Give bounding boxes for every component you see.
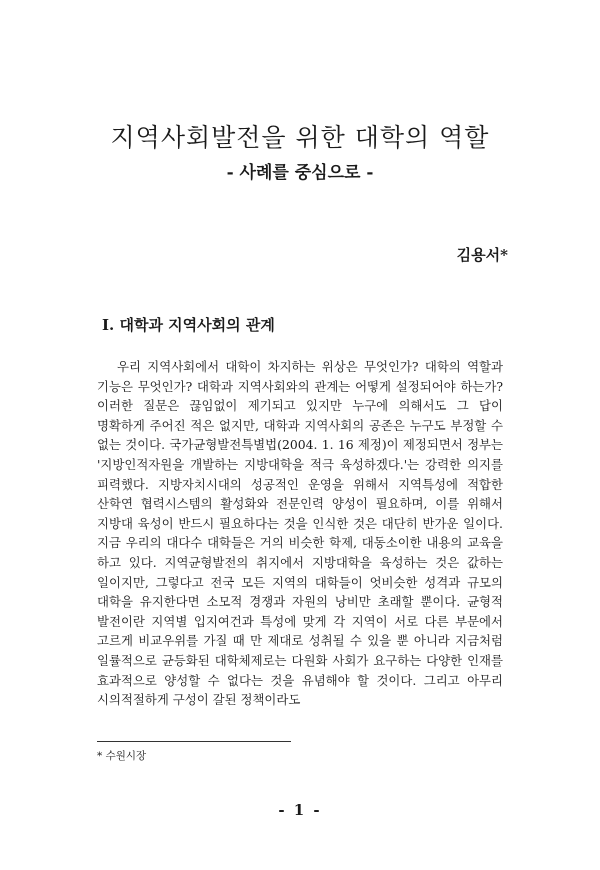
page-number: - 1 - (278, 801, 322, 819)
page-subtitle: - 사례를 중심으로 - (226, 163, 374, 183)
section-heading: Ⅰ. 대학과 지역사회의 관계 (102, 316, 275, 334)
author-name: 김용서* (456, 246, 508, 264)
footnote-divider (97, 741, 291, 742)
body-paragraph: 우리 지역사회에서 대학이 차지하는 위상은 무엇인가? 대학의 역할과 기능은 무엇인가? 대학과 지역사회와의 관계는 어떻게 설정되어야 하는가? 이러한 질문은 끊임없이 제기되고 있지만 누구에 의해서도 그 답이 명확하게 주어진 적은 없지만, 대학과 지역사회의 공존은 누구도 부정할 수 없는 것이다. 국가균형발전특별법(2004. 1. 16 제정)이 제정되면서 정부는 '지방인적자원을 개발하는 지방대학을 적극 육성하겠다.'는 강력한 의지를 피력했다. 지방자치시대의 성공적인 운영을 위해서 지역특성에 적합한 산학연 협력시스템의 활성화와 전문인력 양성이 필요하며, 이를 위해서 지방대 육성이 반드시 필요하다는 것을 인식한 것은 대단히 반가운 일이다. 지금 우리의 대다수 대학들은 거의 비슷한 학제, 대동소이한 내용의 교육을 하고 있다. 지역균형발전의 취지에서 지방대학을 육성하는 것은 값하는 일이지만, 그렇다고 전국 모든 지역의 대학들이 엇비슷한 성격과 규모의 대학을 유지한다면 소모적 경쟁과 자원의 낭비만 초래할 뿐이다. 균형적 발전이란 지역별 입지여건과 특성에 맞게 각 지역이 서로 다른 부문에서 고르게 비교우위를 가질 때 만 제대로 성취될 수 있을 뿐 아니라 지금처럼 일률적으로 균등화된 대학체제로는 다원화 사회가 요구하는 다양한 인재를 효과적으로 양성할 수 없다는 것을 유념해야 할 것이다. 그리고 아무리 시의적절하게 구성이 갈된 정책이라도 (97, 359, 503, 708)
footnote: * 수원시장 (97, 750, 147, 762)
page-title: 지역사회발전을 위한 대학의 역할 (110, 123, 490, 152)
